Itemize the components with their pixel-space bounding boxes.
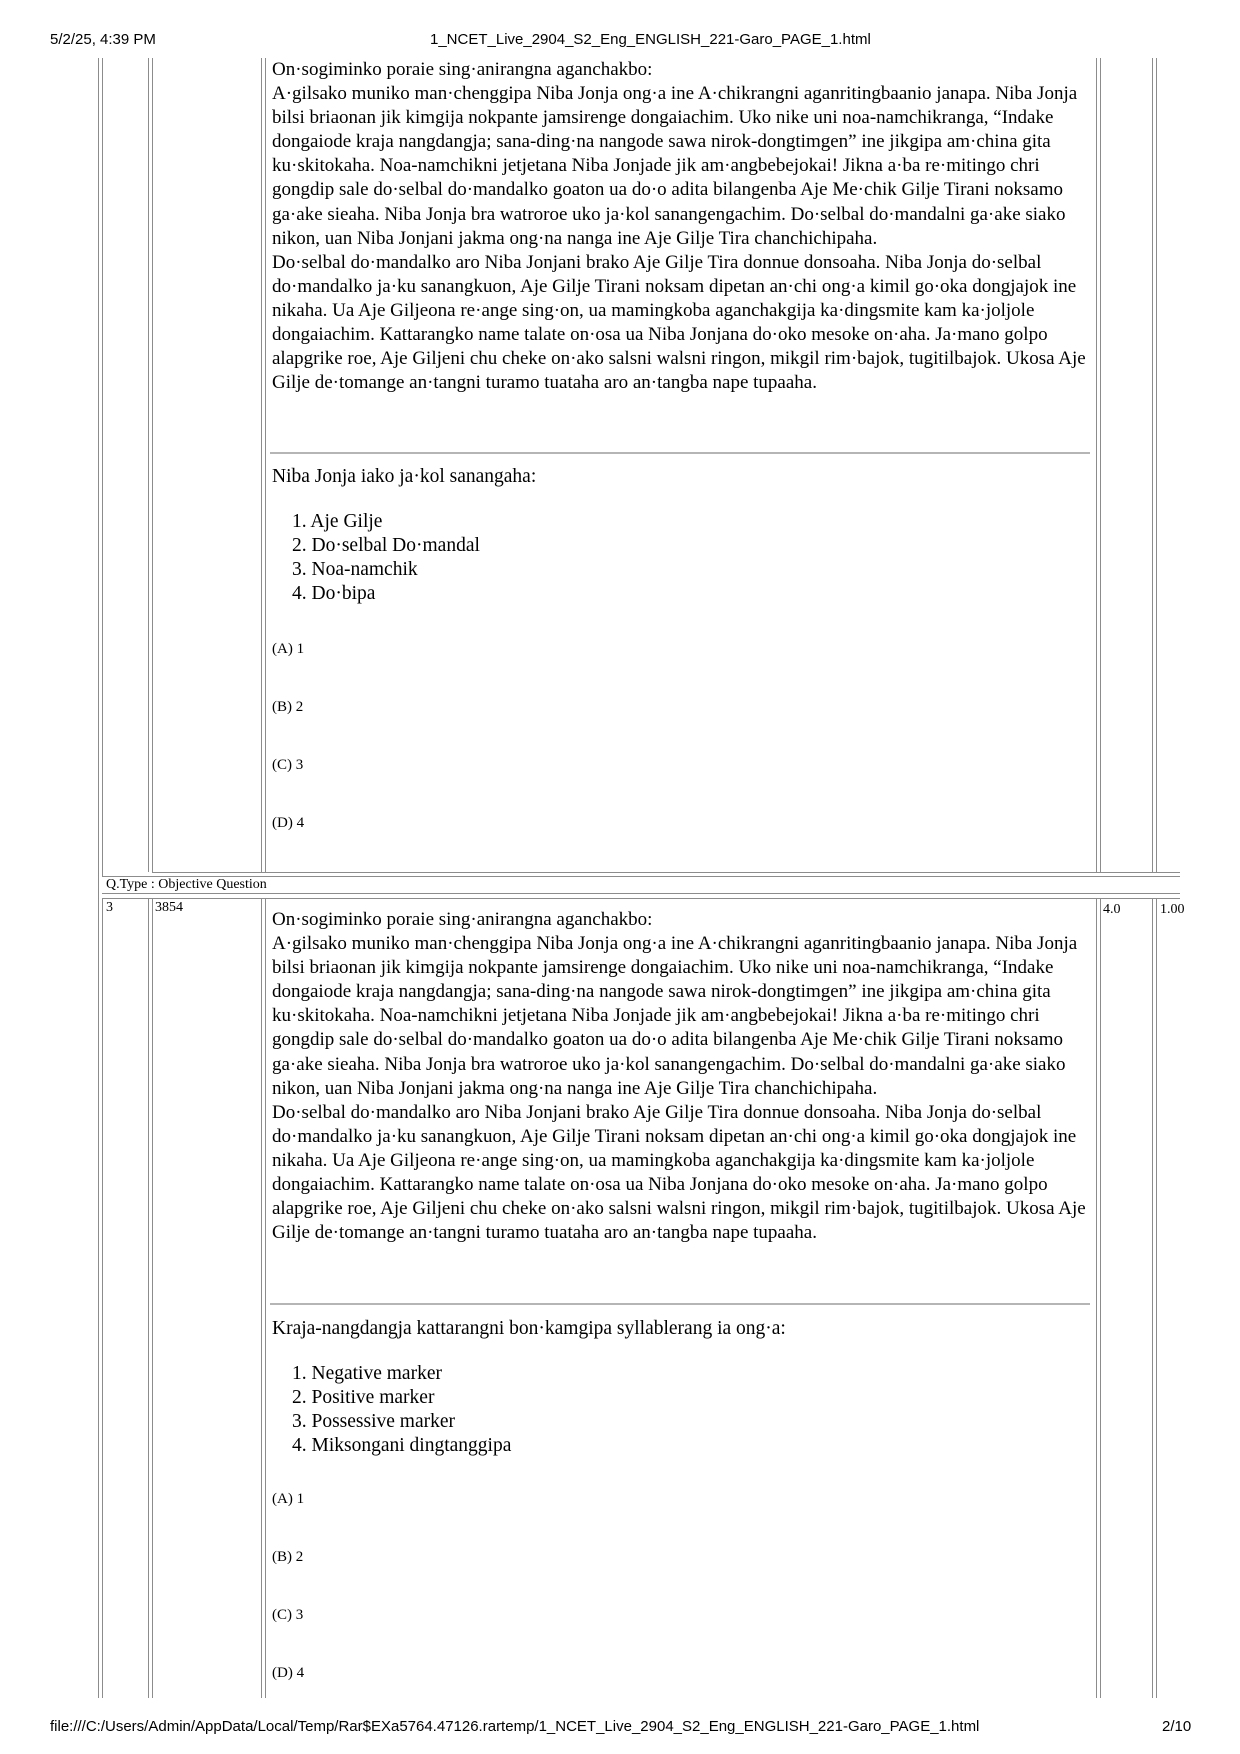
serial-number: 3 bbox=[106, 900, 113, 915]
statement-item: 2. Do·selbal Do·mandal bbox=[292, 535, 480, 556]
passage-intro: On·sogiminko poraie sing·anirangna aganchakbo: bbox=[272, 909, 653, 930]
passage-paragraph: Do·selbal do·mandalko aro Niba Jonjani brako Aje Gilje Tira donnue donsoaha. Niba Jonja do·selbal do·mandalko ja·ku sanangkuon, Aje Gilje Tirani noksam dipetan an·chi ong·a kimil go·oka dongjajok ine nikaha. Ua Aje Giljeona re·ange sing·on, ua mamingkoba aganchakgija ka·dingsmite kam ka·joljole dongaiachim. Kattarangko name talate on·osa ua Niba Jonjana do·oko mesoke on·aha. Ja·mano golpo alapgrike roe, Aje Giljeni chu cheke on·ako salsni walsni ringon, mikgil rim·bajok, tugitilbajok. Ukosa Aje Gilje de·tomange an·tangni turamo tuataha aro an·tangba nape tupaaha. bbox=[272, 1101, 1086, 1244]
print-file-path: file:///C:/Users/Admin/AppData/Local/Temp/Rar$EXa5764.47126.rartemp/1_NCET_Live_2904_S2_Eng_ENGLISH_221-Garo_PAGE_1.html bbox=[50, 1718, 980, 1735]
passage-2 bbox=[272, 908, 1092, 1245]
statement-item: 3. Noa-namchik bbox=[292, 559, 418, 580]
print-date: 5/2/25, 4:39 PM bbox=[50, 31, 156, 48]
passage-1 bbox=[272, 58, 1092, 395]
passage-paragraph: Do·selbal do·mandalko aro Niba Jonjani brako Aje Gilje Tira donnue donsoaha. Niba Jonja do·selbal do·mandalko ja·ku sanangkuon, Aje Gilje Tirani noksam dipetan an·chi ong·a kimil go·oka dongjajok ine nikaha. Ua Aje Giljeona re·ange sing·on, ua mamingkoba aganchakgija ka·dingsmite kam ka·joljole dongaiachim. Kattarangko name talate on·osa ua Niba Jonjana do·oko mesoke on·aha. Ja·mano golpo alapgrike roe, Aje Giljeni chu cheke on·ako salsni walsni ringon, mikgil rim·bajok, tugitilbajok. Ukosa Aje Gilje de·tomange an·tangni turamo tuataha aro an·tangba nape tupaaha. bbox=[272, 251, 1086, 394]
print-title: 1_NCET_Live_2904_S2_Eng_ENGLISH_221-Garo_PAGE_1.html bbox=[430, 31, 871, 48]
statement-item: 4. Do·bipa bbox=[292, 583, 376, 604]
answer-option-b: (B) 2 bbox=[272, 1549, 304, 1565]
statement-item: 3. Possessive marker bbox=[292, 1411, 456, 1432]
question-stem: Kraja-nangdangja kattarangni bon·kamgipa syllablerang ia ong·a: bbox=[272, 1318, 786, 1339]
negative-marks: 1.00 bbox=[1160, 902, 1184, 917]
passage-paragraph: A·gilsako muniko man·chenggipa Niba Jonja ong·a ine A·chikrangni aganritingbaanio janapa. Niba Jonja bilsi briaonan jik kimgija nokpante jamsirenge dongaiachim. Uko nike uni noa-namchikranga, “Indake dongaiode kraja nangdangja; sana-ding·na nangode sawa nirok-dongtimgen” ine jikgipa am·china gita ku·skitokaha. Noa-namchikni jetjetana Niba Jonjade jik am·angbebejokai! Jikna a·ba re·mitingo chri gongdip sale do·selbal do·mandalko goaton ua do·o adita bilangenba Aje Me·chik Gilje Tirani noksamo ga·ake sieaha. Niba Jonja bra watroroe uko ja·kol sanangengachim. Do·selbal do·mandalni ga·ake siako nikon, uan Niba Jonjani jakma ong·na nanga ine Aje Gilje Tira chanchichipaha. bbox=[272, 83, 1078, 249]
answer-option-c: (C) 3 bbox=[272, 1607, 304, 1623]
print-page-number: 2/10 bbox=[1162, 1718, 1192, 1735]
statement-list bbox=[292, 510, 480, 606]
passage-paragraph: A·gilsako muniko man·chenggipa Niba Jonja ong·a ine A·chikrangni aganritingbaanio janapa. Niba Jonja bilsi briaonan jik kimgija nokpante jamsirenge dongaiachim. Uko nike uni noa-namchikranga, “Indake dongaiode kraja nangdangja; sana-ding·na nangode sawa nirok-dongtimgen” ine jikgipa am·china gita ku·skitokaha. Noa-namchikni jetjetana Niba Jonjade jik am·angbebejokai! Jikna a·ba re·mitingo chri gongdip sale do·selbal do·mandalko goaton ua do·o adita bilangenba Aje Me·chik Gilje Tirani noksamo ga·ake sieaha. Niba Jonja bra watroroe uko ja·kol sanangengachim. Do·selbal do·mandalni ga·ake siako nikon, uan Niba Jonjani jakma ong·na nanga ine Aje Gilje Tira chanchichipaha. bbox=[272, 933, 1078, 1099]
question-divider bbox=[270, 1303, 1090, 1305]
question-id: 3854 bbox=[155, 900, 183, 915]
answer-option-a: (A) 1 bbox=[272, 641, 305, 657]
question-stem: Niba Jonja iako ja·kol sanangaha: bbox=[272, 466, 537, 487]
statement-item: 1. Aje Gilje bbox=[292, 511, 383, 532]
marks: 4.0 bbox=[1103, 902, 1121, 917]
answer-option-a: (A) 1 bbox=[272, 1491, 305, 1507]
answer-option-b: (B) 2 bbox=[272, 699, 304, 715]
question-divider bbox=[270, 452, 1090, 454]
passage-intro: On·sogiminko poraie sing·anirangna aganchakbo: bbox=[272, 59, 653, 80]
statement-item: 2. Positive marker bbox=[292, 1387, 435, 1408]
answer-option-d: (D) 4 bbox=[272, 815, 305, 831]
statement-item: 4. Miksongani dingtanggipa bbox=[292, 1435, 512, 1456]
answer-option-c: (C) 3 bbox=[272, 757, 304, 773]
answer-option-d: (D) 4 bbox=[272, 1665, 305, 1681]
statement-item: 1. Negative marker bbox=[292, 1363, 442, 1384]
statement-list bbox=[292, 1362, 511, 1458]
question-type: Q.Type : Objective Question bbox=[106, 877, 267, 892]
